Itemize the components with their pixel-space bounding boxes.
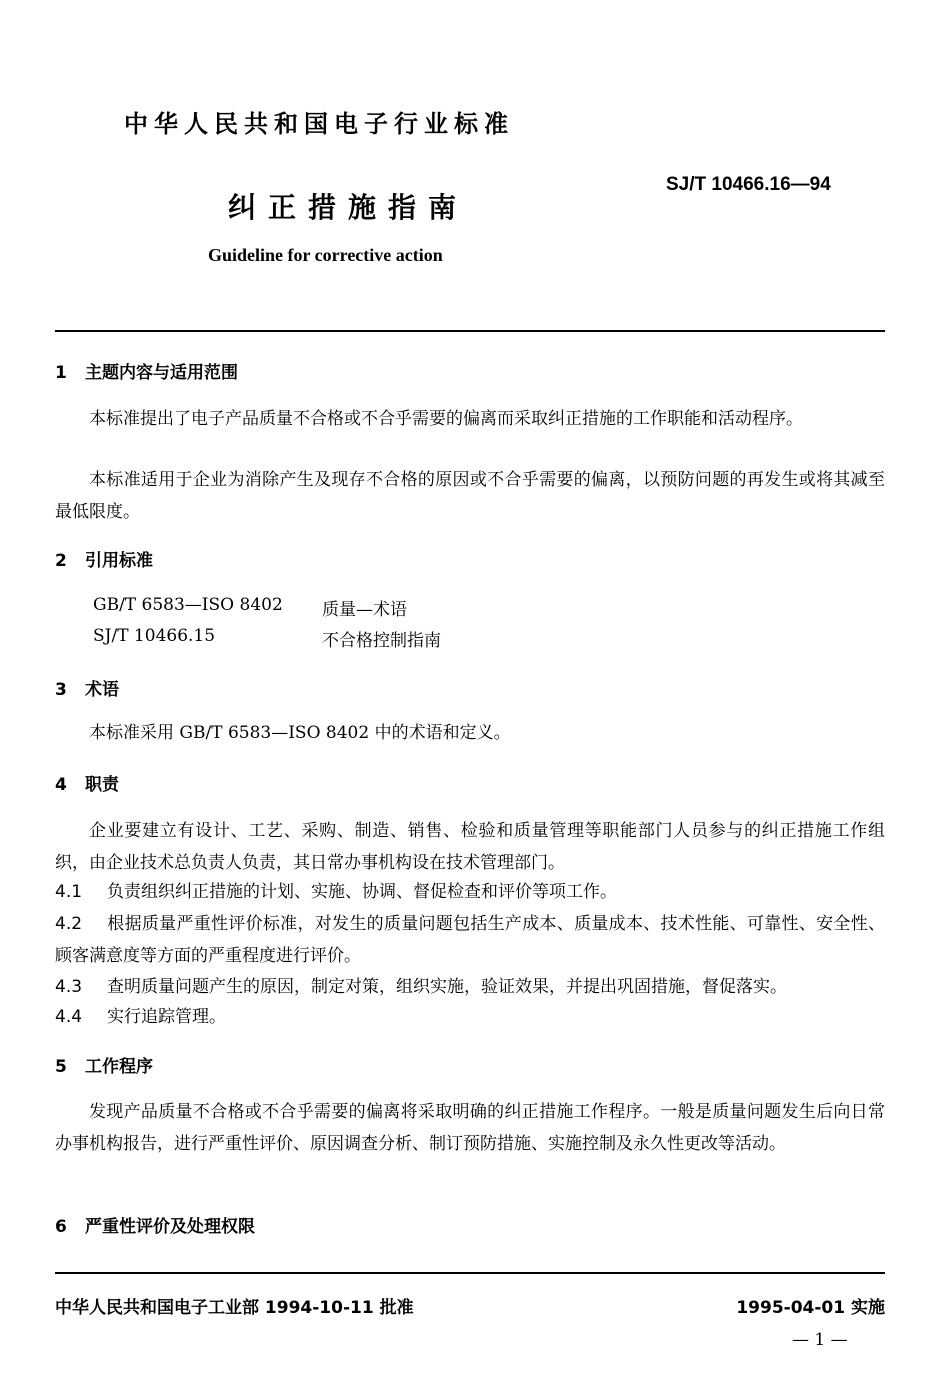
bottom-divider [55,1272,885,1274]
section-3-heading [55,675,119,700]
item-number: 4.2 [55,914,83,934]
section-number: 4 [55,775,67,795]
document-number: SJ/T 10466.16—94 [666,174,831,195]
item-text: 查明质量问题产生的原因，制定对策，组织实施，验证效果，并提出巩固措施，督促落实。 [107,977,787,997]
item-number: 4.4 [55,1007,83,1027]
reference-name: 质量—术语 [322,600,407,620]
list-item [55,876,885,908]
section-6-heading [55,1212,255,1237]
approval-line: 中华人民共和国电子工业部 1994-10-11 批准 [55,1298,414,1318]
section-number: 1 [55,363,67,383]
section-number: 3 [55,680,67,700]
item-number: 4.3 [55,977,83,997]
item-text: 根据质量严重性评价标准，对发生的质量问题包括生产成本、质量成本、技术性能、可靠性、安全性、顾客满意度等方面的严重程度进行评价。 [55,914,885,966]
reference-code: GB/T 6583—ISO 8402 [93,595,283,615]
reference-code: SJ/T 10466.15 [93,626,216,646]
section-1-paragraph-2: 本标准适用于企业为消除产生及现存不合格的原因或不合乎需要的偏离，以预防问题的再发生或将其减至最低限度。 [55,470,885,522]
section-5-heading [55,1052,153,1077]
section-number: 2 [55,551,67,571]
section-title: 职责 [85,775,119,795]
section-title: 主题内容与适用范围 [85,363,238,383]
section-3-paragraph: 本标准采用 GB/T 6583—ISO 8402 中的术语和定义。 [89,723,511,743]
section-title: 引用标准 [85,551,153,571]
section-number: 5 [55,1057,67,1077]
effective-date: 1995-04-01 实施 [736,1298,885,1318]
item-text: 实行追踪管理。 [107,1007,226,1027]
list-item [55,1001,885,1033]
section-title: 术语 [85,680,119,700]
standard-type-heading: 中华人民共和国电子行业标准 [124,110,514,138]
section-5-paragraph: 发现产品质量不合格或不合乎需要的偏离将采取明确的纠正措施工作程序。一般是质量问题发生后向日常办事机构报告，进行严重性评价、原因调查分析、制订预防措施、实施控制及永久性更改等活动。 [55,1102,885,1154]
section-title: 严重性评价及处理权限 [85,1217,255,1237]
list-item [55,971,885,1003]
section-1-heading [55,358,238,383]
page-title: 纠正措施指南 [228,191,469,224]
section-number: 6 [55,1217,67,1237]
section-1-paragraph-1: 本标准提出了电子产品质量不合格或不合乎需要的偏离而采取纠正措施的工作职能和活动程序。 [89,409,803,429]
section-title: 工作程序 [85,1057,153,1077]
item-number: 4.1 [55,882,83,902]
section-4-paragraph: 企业要建立有设计、工艺、采购、制造、销售、检验和质量管理等职能部门人员参与的纠正措施工作组织，由企业技术总负责人负责，其日常办事机构设在技术管理部门。 [55,821,885,873]
reference-name: 不合格控制指南 [322,631,441,651]
section-4-heading [55,770,119,795]
item-text: 负责组织纠正措施的计划、实施、协调、督促检查和评价等项工作。 [107,882,617,902]
list-item [55,908,885,972]
section-2-heading [55,546,153,571]
page-number: — 1 — [792,1330,848,1350]
english-title: Guideline for corrective action [208,245,443,265]
top-divider [55,330,885,332]
